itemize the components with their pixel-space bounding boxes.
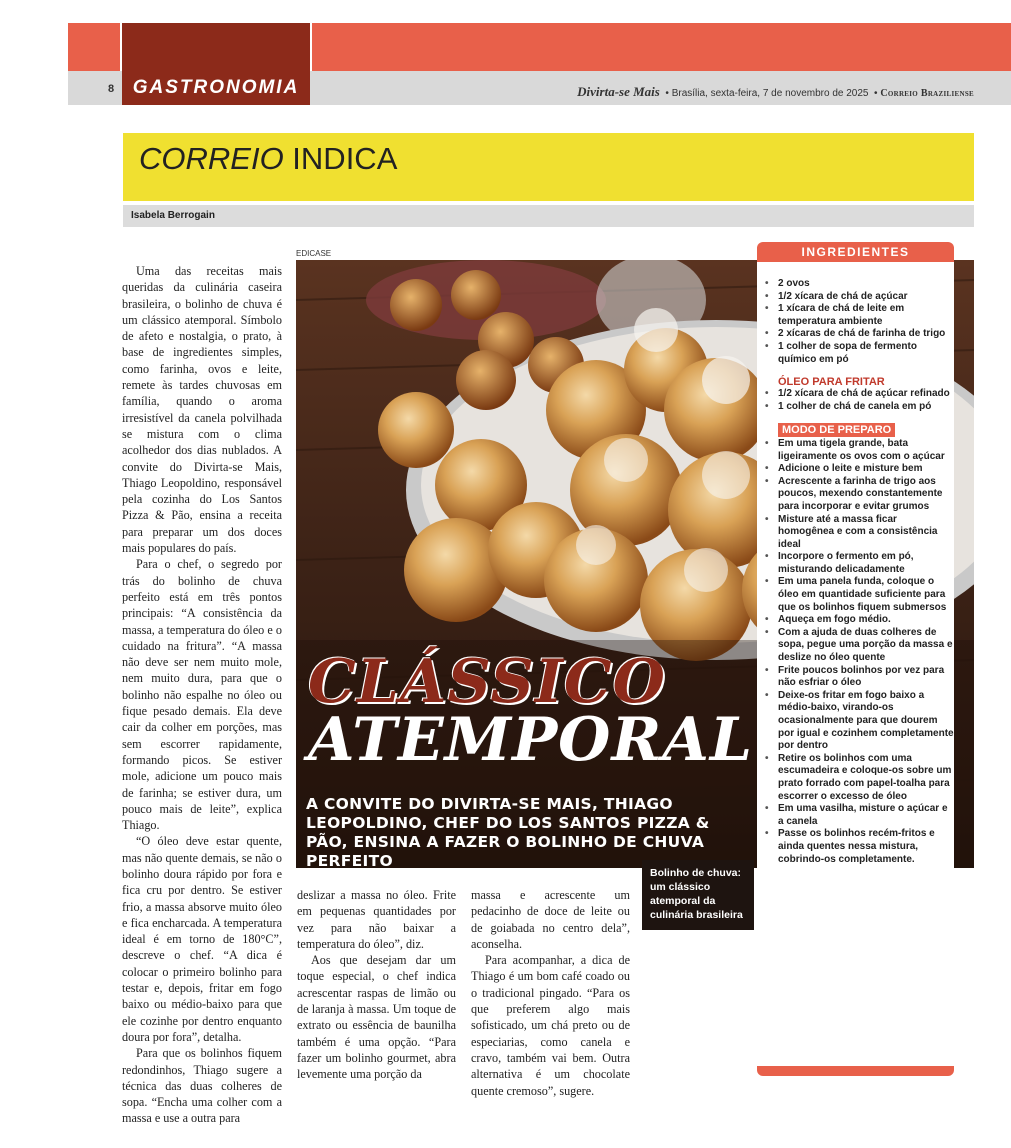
list-item: • 2 ovos (764, 278, 954, 291)
list-item: • Em uma panela funda, coloque o óleo em quantidade suficiente para que os bolinhos fiquem submersos (764, 576, 954, 614)
newspaper-name: Correio Braziliense (880, 88, 974, 99)
headline-line-1: CLÁSSICO (308, 647, 666, 717)
photo-credit: EDICASE (296, 249, 332, 258)
paragraph: Para que os bolinhos fiquem redondinhos, Thiago sugere a técnica das duas colheres de sopa. “Encha uma colher com a massa e use a outra para (122, 1046, 282, 1126)
list-item: • Em uma tigela grande, bata ligeiramente os ovos com o açúcar (764, 438, 954, 463)
paragraph: “O óleo deve estar quente, mas não quente demais, se não o bolinho doura rápido por fora e fica cru por dentro. Se estiver frio, a massa absorve muito óleo e fica encharcada. A temperatura ideal é em torno de 180°C”, descreve o chef. “A dica é colocar o primeiro bolinho para testar e, depois, fritar em fogo baixo ou médio-baixo para que ele cozinhe por dentro enquanto doura por fora”, detalha. (122, 834, 282, 1044)
list-item: • Em uma vasilha, misture o açúcar e a canela (764, 803, 954, 828)
list-item: • 1 colher de sopa de fermento químico em pó (764, 341, 954, 366)
magazine-name: Divirta-se Mais (577, 84, 660, 99)
method-list (764, 438, 954, 866)
page-number: 8 (108, 83, 115, 95)
paragraph: massa e acrescente um pedacinho de doce de leite ou de goiabada no centro dela”, aconselha. (471, 888, 630, 951)
ingredients-list (764, 278, 954, 366)
list-item: • Adicione o leite e misture bem (764, 463, 954, 476)
recipe-box-footer (757, 1066, 954, 1076)
deck-subtitle: A CONVITE DO DIVIRTA-SE MAIS, THIAGO LEOPOLDINO, CHEF DO LOS SANTOS PIZZA & PÃO, ENSINA A FAZER O BOLINHO DE CHUVA PERFEITO (306, 795, 710, 870)
paragraph: deslizar a massa no óleo. Frite em pequenas quantidades por vez para não baixar a temperatura do óleo”, diz. (297, 888, 456, 951)
list-item: • Misture até a massa ficar homogênea e com a consistência ideal (764, 514, 954, 552)
method-subtitle: MODO DE PREPARO (778, 423, 895, 437)
photo-caption: Bolinho de chuva: um clássico atemporal da culinária brasileira (650, 867, 743, 921)
headline (308, 647, 754, 775)
recipe-box-title: INGREDIENTES (757, 242, 954, 262)
oil-subtitle: ÓLEO PARA FRITAR (778, 376, 885, 389)
article-column-2 (297, 887, 456, 1083)
oil-list (764, 388, 954, 413)
section-tab (122, 23, 310, 71)
article-column-1 (122, 263, 282, 1127)
byline-strip (123, 205, 974, 227)
column-title-bar (123, 133, 974, 201)
headline-line-2: ATEMPORAL (308, 705, 754, 775)
paragraph: Para o chef, o segredo por trás do bolinho de chuva perfeito está em três pontos principais: “A consistência da massa, a temperatura do óleo e o cuidado na fritura”. “A massa não deve ser nem muito mole, nem muito dura, para que o bolinho não espalhe no óleo ou fique pesado demais. Ela deve cair da colher em porções, mas sem escorrer rapidamente, formando picos. Se estiver mole, adicione um pouco mais de farinha; se estiver dura, um pouco mais de leite”, explica Thiago. (122, 557, 282, 833)
article-column-3 (471, 887, 630, 1099)
list-item: • Retire os bolinhos com uma escumadeira e coloque-os sobre um prato forrado com papel-toalha para escorrer o excesso de óleo (764, 753, 954, 803)
list-item: • Incorpore o fermento em pó, misturando delicadamente (764, 551, 954, 576)
paragraph: Uma das receitas mais queridas da culinária caseira brasileira, o bolinho de chuva é um clássico atemporal. Símbolo de afeto e nostalgia, o prato, à base de ingredientes simples, como farinha, ovos e leite, remete às tardes chuvosas em família, quando o aroma irresistível da canela polvilhada se mistura com o clima acolhedor dos dias nublados. A convite do Divirta-se Mais, Thiago Leopoldino, responsável pela cozinha do Los Santos Pizza & Pão, ensina a receita para preparar um dos doces mais populares do país. (122, 264, 282, 556)
list-item: • 1 colher de chá de canela em pó (764, 401, 954, 414)
list-item: • Passe os bolinhos recém-fritos e ainda quentes nessa mistura, cobrindo-os completamente. (764, 828, 954, 866)
list-item: • 1 xícara de chá de leite em temperatura ambiente (764, 303, 954, 328)
list-item: • 1/2 xícara de chá de açúcar (764, 291, 954, 304)
dateline: Brasília, sexta-feira, 7 de novembro de 2025 (671, 88, 869, 99)
list-item: • Deixe-os fritar em fogo baixo a médio-baixo, virando-os ocasionalmente para que dourem por igual e cozinhem completamente por dentro (764, 690, 954, 753)
author-byline: Isabela Berrogain (131, 210, 215, 221)
list-item: • Frite poucos bolinhos por vez para não esfriar o óleo (764, 665, 954, 690)
folio: Divirta-se Mais • Brasília, sexta-feira, 7 de novembro de 2025 • Correio Braziliense (577, 84, 974, 99)
paragraph: Para acompanhar, a dica de Thiago é um bom café coado ou o tradicional pingado. “Para os que preferem algo mais sofisticado, um chá preto ou de especiarias, como canela e cravo, também vai bem. Outra alternativa é um chocolate quente cremoso”, sugere. (471, 953, 630, 1098)
list-item: • Acrescente a farinha de trigo aos poucos, mexendo constantemente para incorporar e evitar grumos (764, 476, 954, 514)
paragraph: Aos que desejam dar um toque especial, o chef indica acrescentar raspas de limão ou de laranja à massa. Um toque de extrato ou essência de baunilha também é uma opção. “Para fazer um bolinho gourmet, abra levemente uma porção da (297, 953, 456, 1082)
recipe-content (764, 278, 954, 866)
section-title: GASTRONOMIA (122, 71, 310, 105)
column-title: CORREIO INDICA (139, 141, 398, 176)
list-item: • Com a ajuda de duas colheres de sopa, pegue uma porção da massa e deslize no óleo quente (764, 627, 954, 665)
list-item: • 1/2 xícara de chá de açúcar refinado (764, 388, 954, 401)
list-item: • 2 xícaras de chá de farinha de trigo (764, 328, 954, 341)
list-item: • Aqueça em fogo médio. (764, 614, 954, 627)
